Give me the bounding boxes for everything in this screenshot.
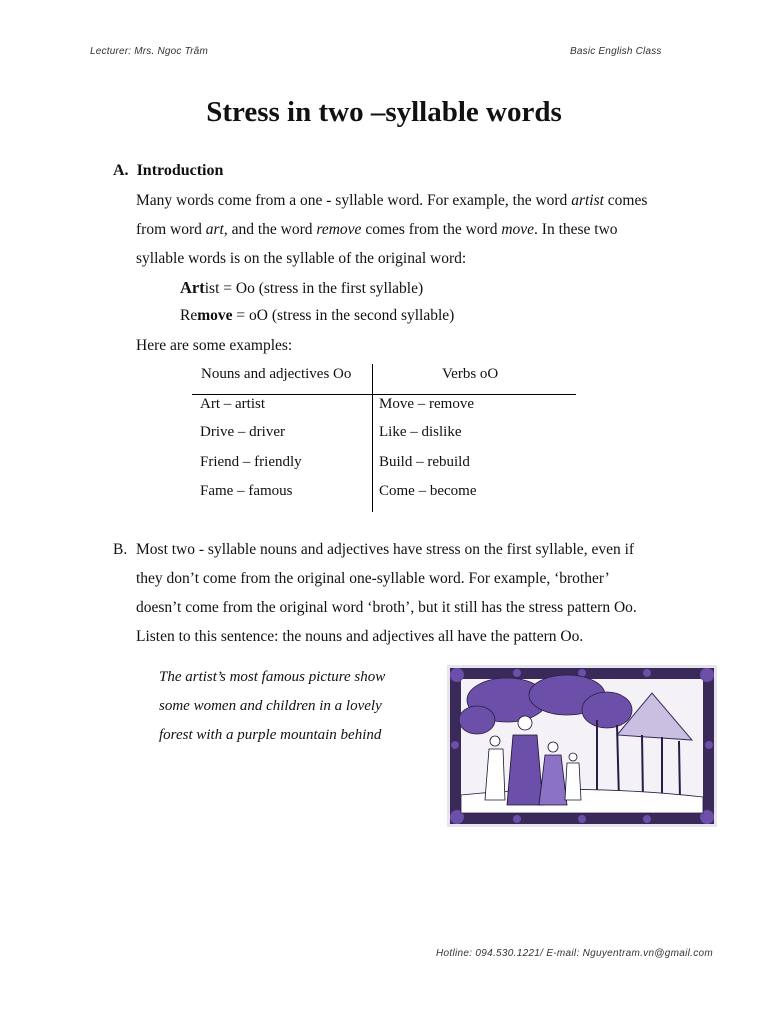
- section-b-marker: B.: [113, 541, 128, 558]
- poem-line-1: The artist’s most famous picture show: [159, 669, 386, 685]
- example-text: Re: [180, 307, 198, 324]
- section-b-line-1: Most two - syllable nouns and adjectives have stress on the first syllable, even if: [136, 541, 635, 558]
- table-header-nouns: Nouns and adjectives Oo: [201, 366, 352, 382]
- table-cell: Build – rebuild: [379, 454, 470, 470]
- example-artist: [180, 278, 423, 298]
- intro-text: from word: [136, 221, 206, 238]
- table-cell: Like – dislike: [379, 424, 462, 440]
- section-b-line-4: Listen to this sentence: the nouns and adjectives all have the pattern Oo.: [136, 628, 584, 645]
- header-lecturer: Lecturer: Mrs. Ngoc Trâm: [90, 46, 208, 57]
- table-cell: Move – remove: [379, 396, 474, 412]
- table-cell: Art – artist: [200, 396, 265, 412]
- example-remove: [180, 307, 454, 325]
- section-b-line-3: doesn’t come from the original word ‘broth’, but it still has the stress pattern Oo.: [136, 599, 637, 616]
- intro-line-1: [136, 192, 647, 210]
- example-text: = oO (stress in the second syllable): [232, 307, 455, 324]
- table-header-divider: [192, 394, 576, 395]
- table-cell: Come – become: [379, 483, 477, 499]
- intro-italic: move: [501, 221, 535, 238]
- table-cell: Friend – friendly: [200, 454, 302, 470]
- footer-contact: Hotline: 094.530.1221/ E-mail: Nguyentram.vn@gmail.com: [436, 948, 714, 959]
- intro-italic: remove: [316, 221, 362, 238]
- page-title: Stress in two –syllable words: [206, 96, 562, 128]
- intro-line-3: syllable words is on the syllable of the original word:: [136, 250, 467, 267]
- stressed-syllable: move: [197, 307, 233, 324]
- header-class: Basic English Class: [570, 46, 662, 57]
- intro-text: comes from the word: [361, 221, 502, 238]
- intro-text: comes: [603, 192, 648, 209]
- intro-text: . In these two: [534, 221, 618, 238]
- table-column-divider: [372, 364, 373, 512]
- intro-italic: artist: [571, 192, 604, 209]
- poem-line-2: some women and children in a lovely: [159, 698, 382, 714]
- section-a-title: Introduction: [136, 162, 224, 179]
- intro-line-2: [136, 221, 618, 239]
- section-a-heading: [113, 162, 223, 180]
- table-header-verbs: Verbs oO: [442, 366, 499, 382]
- section-a-marker: A.: [113, 162, 129, 179]
- examples-table: [192, 364, 576, 512]
- poem-line-3: forest with a purple mountain behind: [159, 727, 382, 743]
- intro-italic: art: [205, 221, 224, 238]
- intro-text: Many words come from a one - syllable word. For example, the word: [136, 192, 572, 209]
- examples-intro: Here are some examples:: [136, 337, 293, 354]
- table-cell: Drive – driver: [200, 424, 285, 440]
- table-cell: Fame – famous: [200, 483, 293, 499]
- stressed-syllable: Art: [180, 278, 205, 297]
- section-b-line-2: they don’t come from the original one-syllable word. For example, ‘brother’: [136, 570, 610, 587]
- example-text: ist = Oo (stress in the first syllable): [204, 280, 424, 297]
- intro-text: , and the word: [223, 221, 317, 238]
- forest-family-illustration: [447, 665, 717, 827]
